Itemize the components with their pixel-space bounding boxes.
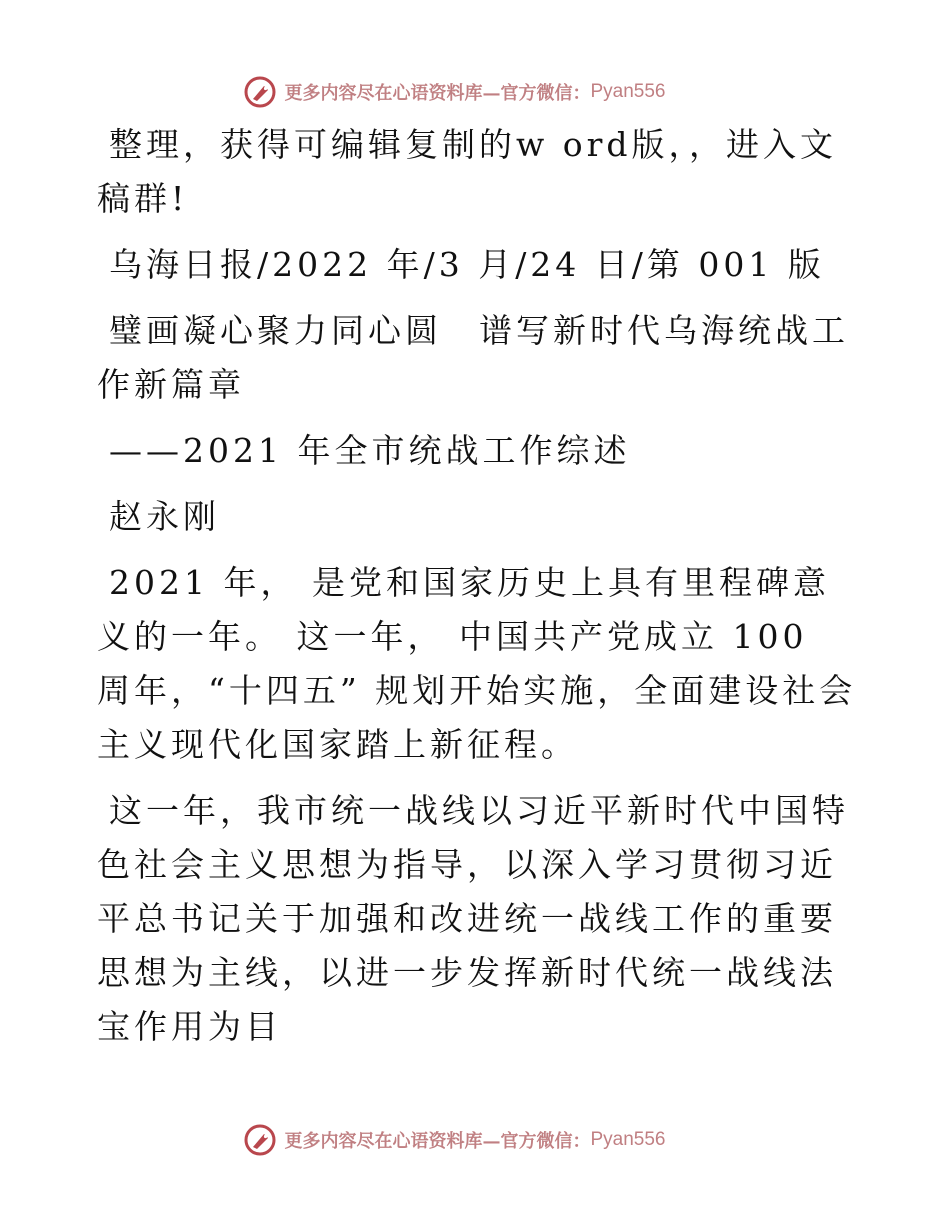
watermark-wechat-id: Pyan556 (590, 81, 666, 102)
watermark-wechat-id: Pyan556 (590, 1129, 666, 1150)
source-line: 乌海日报/2022 年/3 月/24 日/第 001 版 (109, 245, 825, 284)
body-paragraph: 2021 年， 是党和国家历史上具有里程碑意义的一年。 这一年， 中国共产党成立 100 周年，“十四五” 规划开始实施，全面建设社会主义现代化国家踏上新征程。 (97, 563, 857, 764)
article-title: 璧画凝心聚力同心圆 谱写新时代乌海统战工作新篇章 (97, 311, 849, 404)
author-name: 赵永刚 (109, 497, 220, 536)
pen-nib-logo-icon (244, 76, 276, 108)
intro-paragraph: 整理，获得可编辑复制的w ord版，，进入文稿群! (97, 125, 838, 218)
watermark-text: 更多内容尽在心语资料库—官方微信： (284, 1131, 591, 1152)
footer-watermark (0, 1120, 950, 1160)
document-body (97, 118, 857, 1066)
body-paragraph: 这一年，我市统一战线以习近平新时代中国特色社会主义思想为指导，以深入学习贯彻习近平总书记关于加强和改进统一战线工作的重要思想为主线，以进一步发挥新时代统一战线法宝作用为目 (97, 791, 849, 1046)
pen-nib-logo-icon (244, 1124, 276, 1156)
watermark-text: 更多内容尽在心语资料库—官方微信： (284, 83, 591, 104)
header-watermark (0, 72, 950, 112)
article-subtitle: ——2021 年全市统战工作综述 (109, 431, 631, 470)
